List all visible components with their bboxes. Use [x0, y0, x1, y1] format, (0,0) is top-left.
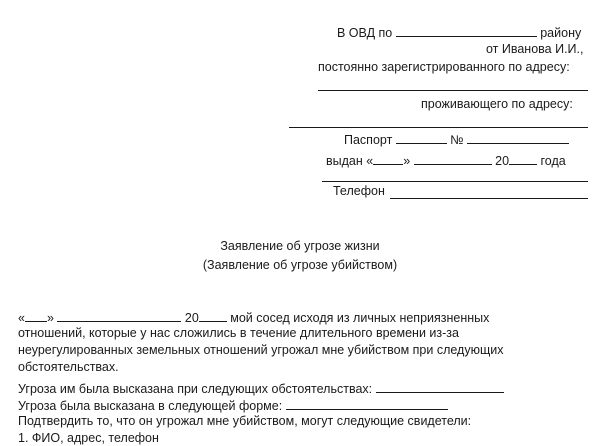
- body-paragraph-1-line-1: « » 20 мой сосед исходя из личных неприязненных: [18, 311, 490, 325]
- passport-number-blank: [467, 131, 569, 144]
- witnesses-line: Подтвердить то, что он угрожал мне убийством, могут следующие свидетели:: [18, 414, 472, 428]
- passport-line: [344, 131, 569, 148]
- body-day-blank: [25, 309, 47, 322]
- sender-name: от Иванова И.И.,: [486, 42, 584, 56]
- passport-label: Паспорт: [344, 133, 393, 147]
- issued-year-suffix: года: [540, 154, 566, 168]
- recipient-line: [337, 24, 581, 41]
- issued-label: выдан «: [326, 154, 374, 168]
- body-paragraph-1-line-3: неурегулированных земельных отношений угрожал мне убийством при следующих: [18, 343, 504, 357]
- phone-blank: [390, 198, 588, 199]
- document-title: Заявление об угрозе жизни: [220, 239, 380, 253]
- threat-form-blank: [286, 397, 448, 410]
- issued-year-blank: [509, 152, 537, 165]
- issued-year-prefix: 20: [495, 154, 510, 168]
- body-month-blank: [57, 309, 181, 322]
- passport-series-blank: [396, 131, 447, 144]
- threat-circumstances-line: Угроза им была высказана при следующих обстоятельствах:: [18, 380, 578, 397]
- phone-label: Телефон: [333, 184, 385, 198]
- passport-number-label: №: [450, 133, 464, 147]
- district-blank: [396, 24, 537, 37]
- threat-form-line: Угроза была высказана в следующей форме:: [18, 397, 578, 414]
- recipient-suffix: району: [540, 26, 582, 40]
- issued-by-blank: [322, 181, 588, 182]
- residing-address-blank: [289, 127, 588, 128]
- body-paragraph-1-line-4: обстоятельствах.: [18, 360, 119, 374]
- issued-line: выдан « » 20 года: [326, 154, 566, 168]
- body-paragraph-1-line-2: отношений, которые у нас сложились в течение длительного времени из-за: [18, 326, 459, 340]
- phone-line: [333, 184, 385, 199]
- residing-address-label: проживающего по адресу:: [421, 97, 573, 111]
- registered-address-blank: [318, 90, 588, 91]
- threat-circumstances-blank: [376, 380, 504, 393]
- witness-item-1: 1. ФИО, адрес, телефон: [18, 431, 159, 445]
- registered-address-label: постоянно зарегистрированного по адресу:: [318, 60, 570, 74]
- issued-month-blank: [414, 152, 492, 165]
- issued-day-blank: [373, 152, 403, 165]
- body-year-prefix: 20: [184, 311, 199, 325]
- body-year-blank: [199, 309, 227, 322]
- recipient-prefix: В ОВД по: [337, 26, 393, 40]
- document-subtitle: (Заявление об угрозе убийством): [202, 258, 398, 272]
- sender-line: [486, 42, 583, 57]
